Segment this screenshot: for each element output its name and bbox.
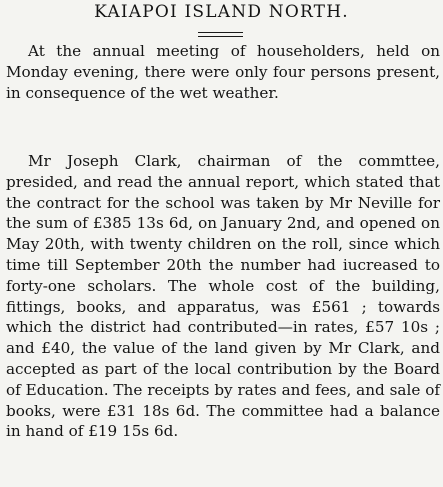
article-headline: KAIAPOI ISLAND NORTH.: [94, 2, 349, 22]
article-paragraph-1: At the annual meeting of householders, held on Monday evening, there were only four persons present, in consequence of the wet weather.: [6, 42, 440, 102]
headline-double-rule: [198, 32, 243, 37]
article-paragraph-2: Mr Joseph Clark, chairman of the commttee, presided, and read the annual report, which stated that the contract for the school was taken by Mr Neville for the sum of £385 13s 6d, on January 2nd, and opened on May 20th, with twenty children on the roll, since which time till September 20th the number had iucreased to forty-one scholars. The whole cost of the building, fittings, books, and apparatus, was £561 ; towards which the district had contributed—in rates, £57 10s ; and £40, the value of the land given by Mr Clark, and accepted as part of the local contribution by the Board of Education. The receipts by rates and fees, and sale of books, were £31 18s 6d. The committee had a balance in hand of £19 15s 6d.: [6, 152, 440, 441]
